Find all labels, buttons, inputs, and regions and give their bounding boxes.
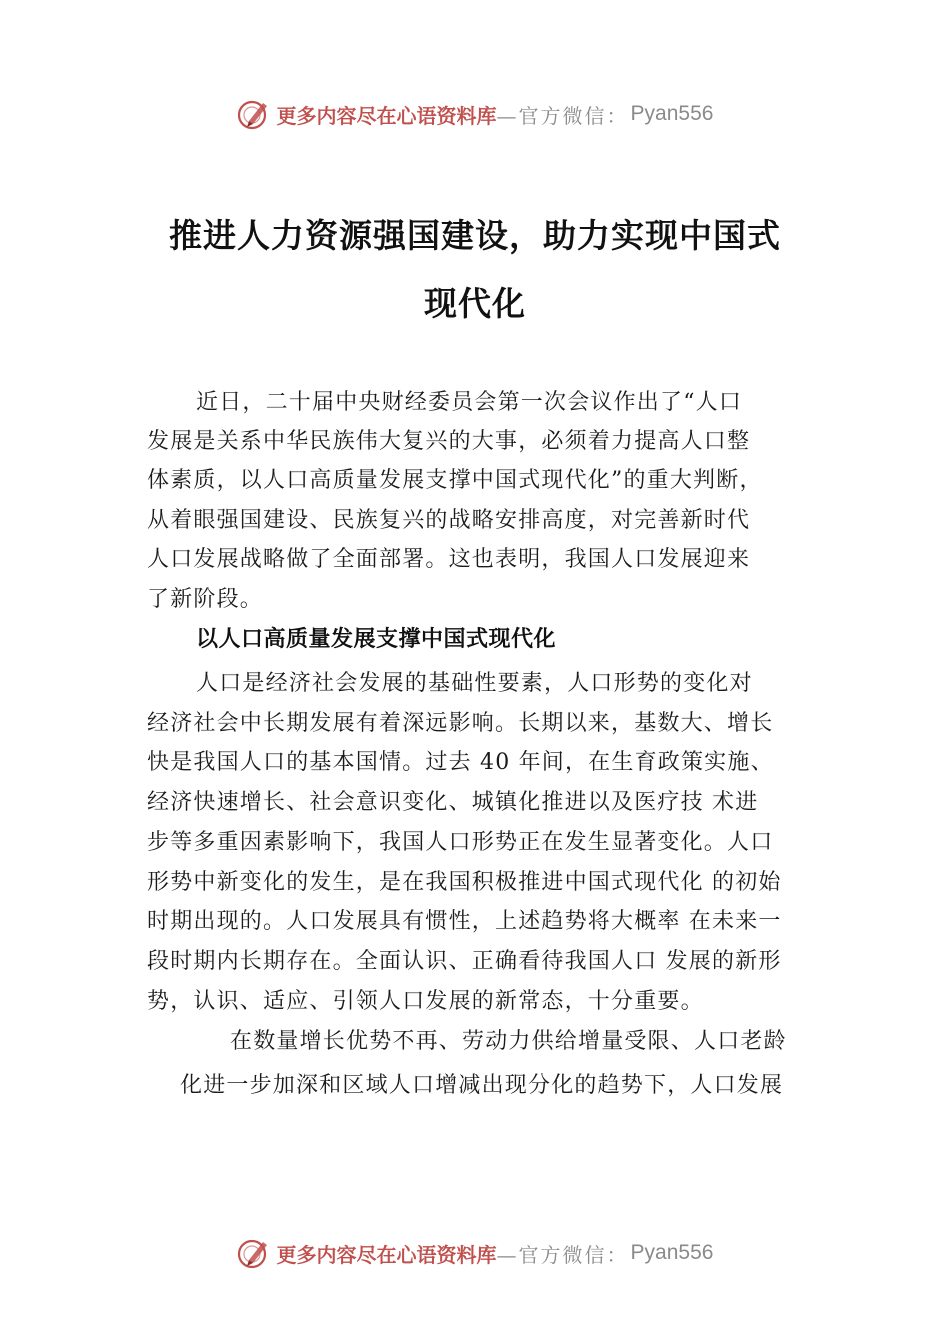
paragraph-1-line-3: 体素质，以人口高质量发展支撑中国式现代化”的重大判断， xyxy=(147,468,763,493)
paragraph-2-line-4: 经济快速增长、社会意识变化、城镇化推进以及医疗技 术进 xyxy=(147,790,759,815)
paragraph-2-line-6: 形势中新变化的发生，是在我国积极推进中国式现代化 的初始 xyxy=(147,870,782,895)
page-title-line-2: 现代化 xyxy=(424,284,526,323)
pen-logo-icon xyxy=(237,1236,271,1270)
watermark-banner-bottom xyxy=(0,1233,950,1273)
pen-logo-icon xyxy=(237,97,271,131)
banner-wechat-id: Pyan556 xyxy=(630,102,714,125)
banner-wechat-id: Pyan556 xyxy=(630,1241,714,1264)
page-title-line-1: 推进人力资源强国建设，助力实现中国式 xyxy=(169,216,781,255)
watermark-banner-top xyxy=(0,94,950,134)
banner-grey-text: —官方微信： xyxy=(496,103,629,128)
banner-red-text: 更多内容尽在心语资料库 xyxy=(276,103,497,128)
paragraph-3-line-1: 在数量增长优势不再、劳动力供给增量受限、人口老龄 xyxy=(230,1029,787,1054)
paragraph-1-line-1: 近日，二十届中央财经委员会第一次会议作出了“人口 xyxy=(196,390,743,415)
paragraph-1-line-5: 人口发展战略做了全面部署。这也表明，我国人口发展迎来 xyxy=(147,547,751,572)
banner-grey-text: —官方微信： xyxy=(496,1242,629,1267)
paragraph-2-line-9: 势，认识、适应、引领人口发展的新常态，十分重要。 xyxy=(147,989,704,1014)
paragraph-2-line-3: 快是我国人口的基本国情。过去 40 年间，在生育政策实施、 xyxy=(147,750,774,775)
section-heading: 以人口高质量发展支撑中国式现代化 xyxy=(196,627,557,652)
paragraph-2-line-1: 人口是经济社会发展的基础性要素，人口形势的变化对 xyxy=(196,671,753,696)
paragraph-1-line-2: 发展是关系中华民族伟大复兴的大事，必须着力提高人口整 xyxy=(147,429,751,454)
paragraph-2-line-7: 时期出现的。人口发展具有惯性，上述趋势将大概率 在未来一 xyxy=(147,909,782,934)
paragraph-1-line-6: 了新阶段。 xyxy=(147,587,264,612)
paragraph-2-line-5: 步等多重因素影响下，我国人口形势正在发生显著变化。人口 xyxy=(147,830,774,855)
banner-red-text: 更多内容尽在心语资料库 xyxy=(276,1242,497,1267)
paragraph-1-line-4: 从着眼强国建设、民族复兴的战略安排高度，对完善新时代 xyxy=(147,508,751,533)
paragraph-2-line-2: 经济社会中长期发展有着深远影响。长期以来，基数大、增长 xyxy=(147,711,774,736)
paragraph-2-line-8: 段时期内长期存在。全面认识、正确看待我国人口 发展的新形 xyxy=(147,949,782,974)
paragraph-3-line-2: 化进一步加深和区域人口增减出现分化的趋势下，人口发展 xyxy=(180,1073,784,1098)
